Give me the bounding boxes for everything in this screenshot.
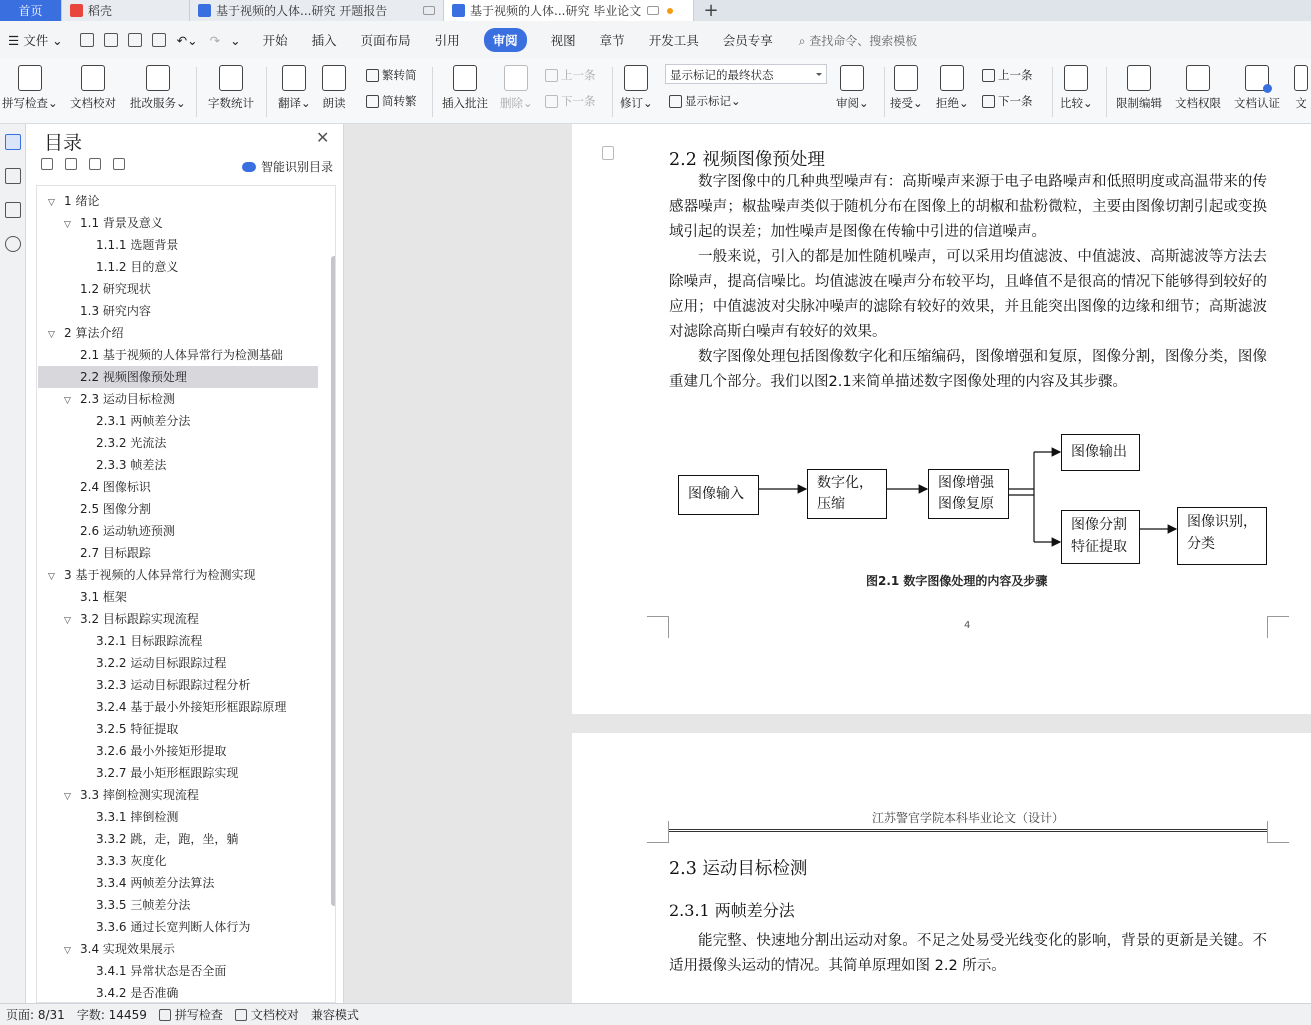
- chevron-down-icon[interactable]: ▽: [48, 330, 55, 340]
- toc-item-label: 3.4.2 是否准确: [96, 986, 179, 1000]
- find-icon[interactable]: [5, 236, 21, 252]
- toc-item-label: 1 绪论: [64, 194, 100, 208]
- toc-item[interactable]: [38, 828, 318, 850]
- menu-bar: [0, 21, 1311, 59]
- toc-item-label: 1.3 研究内容: [80, 304, 151, 318]
- window-icon: [423, 6, 435, 15]
- read-aloud-button[interactable]: [322, 65, 346, 111]
- chevron-down-icon[interactable]: ▽: [64, 616, 71, 626]
- insert-comment-button[interactable]: [442, 65, 488, 111]
- page-header-text: 江苏警官学院本科毕业论文（设计）: [872, 811, 1065, 825]
- toc-item[interactable]: [38, 190, 318, 212]
- toc-item[interactable]: [38, 432, 318, 454]
- chevron-down-icon[interactable]: ▽: [64, 792, 71, 802]
- read-aloud-label: 朗读: [322, 96, 346, 110]
- chevron-down-icon[interactable]: ▽: [64, 220, 71, 230]
- ribbon-divider: [196, 67, 197, 117]
- doc-permission-icon: [1186, 65, 1210, 91]
- command-search[interactable]: ⌕ 查找命令、搜索模板: [798, 33, 918, 48]
- toc-item[interactable]: [38, 300, 318, 322]
- collapse-all-icon[interactable]: [41, 158, 53, 170]
- toc-item[interactable]: [38, 806, 318, 828]
- next-change-label: 下一条: [998, 94, 1033, 108]
- word-doc-icon: [452, 4, 465, 17]
- toc-item[interactable]: [38, 850, 318, 872]
- review-pane-label: 审阅: [836, 96, 859, 110]
- toc-item-label: 3.3.1 摔倒检测: [96, 810, 179, 824]
- paragraph-noise-types: 数字图像中的几种典型噪声有：高斯噪声来源于电子电路噪声和低照明度或高温带来的传感器噪声；椒盐噪声类似于随机分布在图像上的胡椒和盐粉微粒，主要由图像切割引起或变换域引起的误差；加性噪声是图像在传输中引进的信道噪声。: [669, 174, 1267, 240]
- toc-item[interactable]: [38, 872, 318, 894]
- document-tab-bar: [0, 0, 1311, 21]
- docer-icon: [70, 4, 83, 17]
- add-heading-icon[interactable]: [89, 158, 101, 170]
- toc-item-label: 3.2.4 基于最小外接矩形框跟踪原理: [96, 700, 287, 714]
- status-bar: [0, 1003, 1311, 1025]
- toc-item-label: 2.3.1 两帧差分法: [96, 414, 191, 428]
- simp-trad-label: 简转繁: [382, 94, 417, 108]
- toc-item-label: 3.2.6 最小外接矩形提取: [96, 744, 227, 758]
- more-ribbon-label: 文: [1295, 96, 1307, 110]
- figure-caption: 图2.1 数字图像处理的内容及步骤: [866, 574, 1048, 588]
- toc-item[interactable]: [38, 674, 318, 696]
- more-ribbon-icon: [1294, 65, 1308, 91]
- chevron-down-icon[interactable]: ▽: [48, 572, 55, 582]
- corner-mark: [647, 821, 669, 843]
- menu-review[interactable]: 审阅: [484, 28, 527, 52]
- corner-mark: [647, 616, 669, 638]
- trad-to-simp-button[interactable]: [366, 67, 417, 83]
- toc-item[interactable]: [38, 410, 318, 432]
- word-count-icon: [219, 65, 243, 91]
- simp-to-trad-button[interactable]: [366, 93, 417, 109]
- toc-item-label: 2.7 目标跟踪: [80, 546, 151, 560]
- toc-item-label: 3.2.5 特征提取: [96, 722, 179, 736]
- toc-item-label: 2.6 运动轨迹预测: [80, 524, 175, 538]
- flow-box-enhance: [928, 469, 1009, 519]
- toc-item[interactable]: [38, 520, 318, 542]
- toc-item-label: 1.1.1 选题背景: [96, 238, 179, 252]
- prev-change-button[interactable]: [982, 67, 1033, 83]
- remove-heading-icon[interactable]: [113, 158, 125, 170]
- toc-panel: [26, 124, 344, 1003]
- batch-correct-button[interactable]: 批改服务⌄: [130, 65, 186, 111]
- toc-item-label: 2.3.3 帧差法: [96, 458, 167, 472]
- toc-item-label: 1.1 背景及意义: [80, 216, 163, 230]
- menu-home[interactable]: 开始: [262, 33, 288, 48]
- menu-file[interactable]: ☰ 文件 ⌄: [8, 33, 63, 48]
- print-preview-icon[interactable]: [152, 33, 166, 47]
- show-markup-label: 显示标记: [685, 94, 731, 108]
- chevron-down-icon[interactable]: ▽: [64, 946, 71, 956]
- prev-change-label: 上一条: [998, 68, 1033, 82]
- toc-item[interactable]: [38, 784, 318, 806]
- redo-icon[interactable]: ↷: [209, 32, 221, 48]
- doc-certify-label: 文档认证: [1234, 96, 1280, 110]
- spell-check-label: 拼写检查: [2, 96, 48, 110]
- toc-item[interactable]: [38, 278, 318, 300]
- proofread-status[interactable]: [235, 1006, 299, 1023]
- corner-mark: [1267, 821, 1289, 843]
- toc-item[interactable]: [38, 366, 318, 388]
- toc-item-label: 3.4.1 异常状态是否全面: [96, 964, 227, 978]
- chevron-down-icon[interactable]: ▽: [64, 396, 71, 406]
- trad-simp-label: 繁转简: [382, 68, 417, 82]
- restrict-edit-label: 限制编辑: [1116, 96, 1162, 110]
- toc-item-label: 3.2.2 运动目标跟踪过程: [96, 656, 227, 670]
- review-pane-button[interactable]: 审阅⌄: [836, 65, 869, 111]
- toc-item[interactable]: [38, 564, 318, 586]
- doc-proofread-button[interactable]: [70, 65, 116, 111]
- document-page-5: [572, 733, 1311, 1003]
- toc-item-label: 2.3 运动目标检测: [80, 392, 175, 406]
- delete-comment-button[interactable]: 删除⌄: [500, 65, 533, 111]
- menu-developer[interactable]: 开发工具: [648, 33, 699, 48]
- paragraph-noise-filtering: 一般来说，引入的都是加性随机噪声，可以采用均值滤波、中值滤波、高斯滤波等方法去除噪声，提高信噪比。均值滤波在噪声分布较平均，且峰值不是很高的情况下能够得到较好的应用；中值滤波对尖脉冲噪声的滤除有较好的效果，并且能突出图像的边缘和细节；高斯滤波对滤除高斯白噪声有较好的效果。: [669, 249, 1267, 340]
- reject-icon: [940, 65, 964, 91]
- next-comment-button[interactable]: [545, 93, 596, 109]
- x-icon: [235, 1009, 247, 1021]
- toc-item-label: 3.3.5 三帧差分法: [96, 898, 191, 912]
- delete-comment-icon: [504, 65, 528, 91]
- doc-permission-label: 文档权限: [1175, 96, 1221, 110]
- ribbon-divider: [884, 67, 885, 117]
- toc-title: 目录: [44, 132, 83, 154]
- proofread-status-label: 文档校对: [250, 1008, 299, 1022]
- delete-comment-label: 删除: [500, 96, 523, 110]
- flow-box-digitize-line2: 压缩: [817, 496, 845, 512]
- print-icon[interactable]: [128, 33, 142, 47]
- toc-item-label: 2.3.2 光流法: [96, 436, 167, 450]
- word-doc-icon: [198, 4, 211, 17]
- smart-toc-icon: [242, 162, 256, 172]
- doc-certify-button[interactable]: [1234, 65, 1280, 111]
- smart-toc-label: 智能识别目录: [261, 160, 334, 174]
- translate-label: 翻译: [278, 96, 301, 110]
- nav-icon-strip: [0, 124, 26, 1003]
- paragraph-image-processing: 数字图像处理包括图像数字化和压缩编码，图像增强和复原，图像分割，图像分类，图像重建几个部分。我们以图2.1来简单描述数字图像处理的内容及其步骤。: [669, 349, 1267, 390]
- ribbon-divider: [1106, 67, 1107, 117]
- menu-references[interactable]: 引用: [434, 33, 460, 48]
- smart-toc-button[interactable]: [242, 158, 333, 175]
- chapter-nav-icon[interactable]: [5, 168, 21, 184]
- doc-certify-icon: [1245, 65, 1269, 91]
- menu-view[interactable]: 视图: [550, 33, 576, 48]
- proofread-label: 文档校对: [70, 96, 116, 110]
- toc-item-label: 3.2.7 最小矩形框跟踪实现: [96, 766, 239, 780]
- doc-permission-button[interactable]: [1175, 65, 1221, 111]
- review-ribbon: [0, 59, 1311, 124]
- accept-label: 接受: [890, 96, 913, 110]
- toc-item[interactable]: [38, 454, 318, 476]
- more-ribbon-button[interactable]: [1294, 65, 1308, 111]
- toc-item-label: 3.3 摔倒检测实现流程: [80, 788, 199, 802]
- section-2-3-1-heading: 2.3.1 两帧差分法: [669, 901, 795, 920]
- restrict-edit-icon: [1127, 65, 1151, 91]
- toc-icon[interactable]: [5, 134, 21, 150]
- compare-button[interactable]: 比较⌄: [1060, 65, 1093, 111]
- toc-item-label: 3.3.4 两帧差分法算法: [96, 876, 215, 890]
- tab-proposal-doc[interactable]: [190, 0, 444, 21]
- simp-trad-icon: [366, 95, 379, 108]
- insert-comment-label: 插入批注: [442, 96, 488, 110]
- bookmark-icon[interactable]: [5, 202, 21, 218]
- flow-box-recognition: [1177, 507, 1267, 565]
- insert-comment-icon: [453, 65, 477, 91]
- trad-simp-icon: [366, 69, 379, 82]
- tab-docer[interactable]: [62, 0, 190, 21]
- ribbon-divider: [266, 67, 267, 117]
- word-count-button[interactable]: [208, 65, 254, 111]
- toc-item[interactable]: [38, 212, 318, 234]
- toc-item-label: 3.1 框架: [80, 590, 127, 604]
- spell-check-icon: [18, 65, 42, 91]
- batch-correct-icon: [146, 65, 170, 91]
- toc-item[interactable]: [38, 630, 318, 652]
- toc-item-label: 3 基于视频的人体异常行为检测实现: [64, 568, 256, 582]
- proofread-icon: [81, 65, 105, 91]
- toc-item[interactable]: [38, 894, 318, 916]
- spell-check-button[interactable]: 拼写检查⌄: [2, 65, 58, 111]
- menu-file-label: 文件: [23, 33, 49, 48]
- toc-item-label: 3.4 实现效果展示: [80, 942, 175, 956]
- toc-item-label: 3.2.3 运动目标跟踪过程分析: [96, 678, 251, 692]
- page-count[interactable]: 页面: 8/31: [6, 1008, 65, 1022]
- prev-comment-icon: [545, 69, 558, 82]
- paragraph-two-frame-diff: 能完整、快速地分割出运动对象。不足之处易受光线变化的影响，背景的更新是关键。不适用摄像头运动的情况。其简单原理如图 2.2 所示。: [669, 933, 1267, 974]
- flow-box-digitize: [807, 469, 887, 519]
- markup-display-select[interactable]: [665, 64, 827, 84]
- window-icon: [647, 6, 659, 15]
- toc-item[interactable]: [38, 476, 318, 498]
- toc-item[interactable]: [38, 608, 318, 630]
- menu-member[interactable]: 会员专享: [722, 33, 773, 48]
- reject-button[interactable]: 拒绝⌄: [936, 65, 969, 111]
- prev-comment-button[interactable]: [545, 67, 596, 83]
- restrict-edit-button[interactable]: [1116, 65, 1162, 111]
- flow-box-rec-line2: 分类: [1187, 536, 1215, 552]
- ribbon-divider: [1052, 67, 1053, 117]
- chevron-down-icon[interactable]: ▽: [48, 198, 55, 208]
- compare-icon: [1064, 65, 1088, 91]
- word-count-status[interactable]: 字数: 14459: [76, 1008, 147, 1022]
- tab-docer-label: 稻壳: [88, 4, 113, 18]
- save-icon[interactable]: [80, 33, 94, 47]
- reject-label: 拒绝: [936, 96, 959, 110]
- toc-item[interactable]: [38, 762, 318, 784]
- compat-mode: 兼容模式: [310, 1008, 359, 1022]
- toc-item[interactable]: [38, 256, 318, 278]
- toc-item[interactable]: [38, 652, 318, 674]
- flow-box-input: 图像输入: [678, 475, 759, 515]
- toc-item-label: 3.3.6 通过长宽判断人体行为: [96, 920, 251, 934]
- ribbon-divider: [432, 67, 433, 117]
- show-markup-button[interactable]: 显示标记 ⌄: [669, 93, 741, 109]
- accept-icon: [894, 65, 918, 91]
- tab-thesis-doc[interactable]: [444, 0, 694, 21]
- toc-item-label: 3.3.3 灰度化: [96, 854, 167, 868]
- flow-box-digitize-line1: 数字化，: [817, 475, 873, 491]
- toc-item[interactable]: [38, 344, 318, 366]
- close-icon[interactable]: ✕: [316, 128, 330, 147]
- flow-box-enhance-line2: 图像复原: [938, 496, 994, 512]
- next-change-button[interactable]: [982, 93, 1033, 109]
- tab-proposal-label: 基于视频的人体...研究 开题报告: [216, 4, 388, 18]
- track-changes-icon: [624, 65, 648, 91]
- unsaved-dot-icon: [667, 8, 673, 14]
- toc-list: [36, 185, 336, 1003]
- toc-item-label: 1.2 研究现状: [80, 282, 151, 296]
- flow-box-rec-line1: 图像识别，: [1187, 514, 1257, 530]
- toc-item[interactable]: [38, 586, 318, 608]
- toc-item[interactable]: [38, 388, 318, 410]
- batch-correct-label: 批改服务: [130, 96, 176, 110]
- flow-box-segmentation: [1061, 510, 1140, 564]
- next-change-icon: [982, 95, 995, 108]
- toc-item[interactable]: [38, 718, 318, 740]
- new-tab-button[interactable]: +: [703, 0, 719, 21]
- toc-item-label: 2.5 图像分割: [80, 502, 151, 516]
- expand-up-icon[interactable]: [65, 158, 77, 170]
- toc-item-label: 2.2 视频图像预处理: [80, 370, 187, 384]
- spell-check-status-label: 拼写检查: [174, 1008, 223, 1022]
- next-comment-icon: [545, 95, 558, 108]
- ribbon-divider: [612, 67, 613, 117]
- toc-item-label: 1.1.2 目的意义: [96, 260, 179, 274]
- command-search-placeholder: 查找命令、搜索模板: [809, 33, 918, 48]
- flow-box-seg-line1: 图像分割: [1071, 517, 1127, 533]
- toc-item-label: 2.4 图像标识: [80, 480, 151, 494]
- spell-check-status[interactable]: [159, 1006, 223, 1023]
- customize-quick-access-icon[interactable]: ⌄: [230, 32, 241, 48]
- toc-item-label: 2 算法介绍: [64, 326, 124, 340]
- corner-mark: [1267, 616, 1289, 638]
- toc-item[interactable]: [38, 322, 318, 344]
- toc-item-label: 3.3.2 跳，走，跑，坐，躺: [96, 832, 239, 846]
- toc-item-label: 3.2.1 目标跟踪流程: [96, 634, 203, 648]
- toc-item[interactable]: [38, 938, 318, 960]
- header-rule: [669, 829, 1267, 832]
- menu-page-layout[interactable]: 页面布局: [360, 33, 411, 48]
- word-count-label: 字数统计: [208, 96, 254, 110]
- track-changes-button[interactable]: 修订⌄: [620, 65, 653, 111]
- flow-box-seg-line2: 特征提取: [1071, 539, 1127, 555]
- translate-button[interactable]: 翻译⌄: [278, 65, 311, 111]
- toc-item[interactable]: [38, 234, 318, 256]
- markup-display-value: 显示标记的最终状态: [670, 68, 774, 82]
- toc-item[interactable]: [38, 740, 318, 762]
- read-aloud-icon: [322, 65, 346, 91]
- toc-item-label: 2.1 基于视频的人体异常行为检测基础: [80, 348, 283, 362]
- menu-section[interactable]: 章节: [599, 33, 625, 48]
- toc-item[interactable]: [38, 916, 318, 938]
- export-icon[interactable]: [104, 33, 118, 47]
- section-2-3-heading: 2.3 运动目标检测: [669, 859, 808, 879]
- section-2-2-heading: 2.2 视频图像预处理: [669, 150, 825, 170]
- track-changes-label: 修订: [620, 96, 643, 110]
- show-markup-icon: [669, 95, 682, 108]
- document-page-4: [572, 124, 1311, 714]
- review-pane-icon: [840, 65, 864, 91]
- flowchart-arrows: [572, 124, 1311, 714]
- next-comment-label: 下一条: [561, 94, 596, 108]
- compare-label: 比较: [1060, 96, 1083, 110]
- toc-item[interactable]: [38, 960, 318, 982]
- toc-item[interactable]: [38, 498, 318, 520]
- check-icon: [159, 1009, 171, 1021]
- tab-home[interactable]: 首页: [0, 0, 62, 21]
- undo-icon[interactable]: ↶⌄: [176, 32, 198, 48]
- tab-thesis-label: 基于视频的人体...研究 毕业论文: [470, 4, 642, 18]
- translate-icon: [282, 65, 306, 91]
- toc-item[interactable]: [38, 696, 318, 718]
- toc-item[interactable]: [38, 542, 318, 564]
- prev-change-icon: [982, 69, 995, 82]
- accept-button[interactable]: 接受⌄: [890, 65, 923, 111]
- document-canvas: [344, 124, 1311, 1003]
- prev-comment-label: 上一条: [561, 68, 596, 82]
- flow-box-enhance-line1: 图像增强: [938, 475, 994, 491]
- flow-box-output: 图像输出: [1061, 434, 1140, 471]
- page-number: 4: [964, 620, 971, 631]
- toc-scrollbar[interactable]: [331, 256, 336, 906]
- toc-item-label: 3.2 目标跟踪实现流程: [80, 612, 199, 626]
- toc-item[interactable]: [38, 982, 318, 1003]
- menu-insert[interactable]: 插入: [311, 33, 337, 48]
